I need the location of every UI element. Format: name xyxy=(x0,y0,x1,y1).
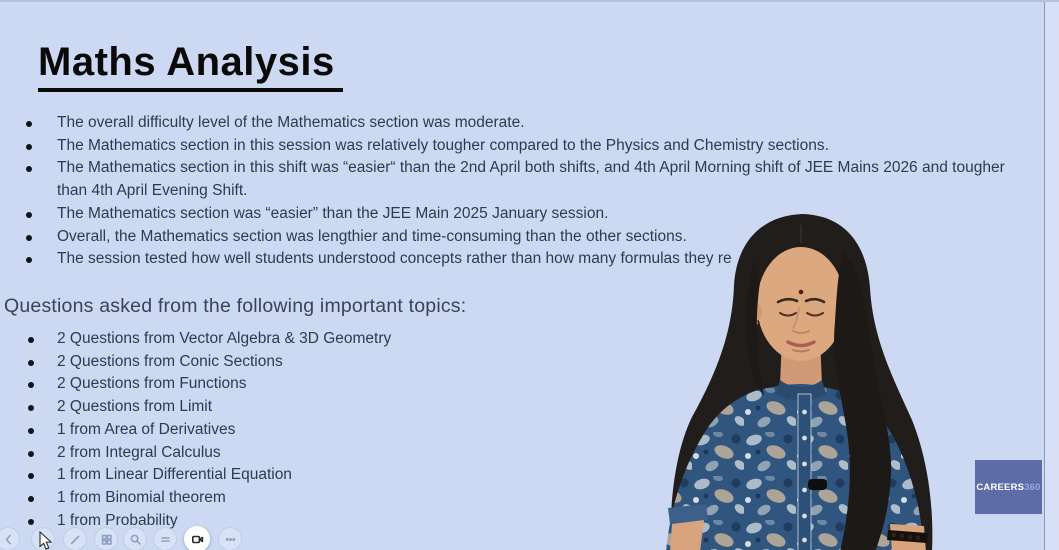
topics-heading: Questions asked from the following important topics: xyxy=(4,295,467,317)
chevron-left-icon xyxy=(2,533,15,546)
topic-item xyxy=(0,442,660,465)
bullet-dot xyxy=(26,212,32,218)
topic-text: 1 from Linear Differential Equation xyxy=(57,466,292,484)
toolbar-back-button[interactable] xyxy=(0,527,20,550)
grid-icon xyxy=(100,533,113,546)
topic-text: 2 Questions from Functions xyxy=(57,375,247,393)
bullet-text: The Mathematics section in this shift was “easier“ than the 2nd April both shifts, and 4th April Morning shift of JEE Mains 2026 and tougher than 4th April Evening Shift. xyxy=(57,159,1005,200)
bullet-text: The overall difficulty level of the Mathematics section was moderate. xyxy=(57,114,525,131)
topic-item xyxy=(0,328,660,351)
mouse-cursor xyxy=(38,531,54,550)
bullet-dot xyxy=(28,428,34,434)
slide-right-border xyxy=(1044,2,1045,550)
topic-item xyxy=(0,396,660,419)
topic-item xyxy=(0,419,660,442)
logo-brand-text: CAREERS xyxy=(976,481,1025,493)
toolbar-notes-button[interactable] xyxy=(153,527,177,550)
bullet-dot xyxy=(28,360,34,366)
topic-item xyxy=(0,351,660,374)
bullet-item xyxy=(0,157,1008,202)
bullet-text: The Mathematics section was “easier” than the JEE Main 2025 January session. xyxy=(57,204,609,222)
bullet-text: The Mathematics section in this session was relatively tougher compared to the Physics and Chemistry sections. xyxy=(57,136,829,154)
page-title: Maths Analysis xyxy=(38,40,343,92)
lines-icon xyxy=(159,533,172,546)
logo-brand-suffix: 360 xyxy=(1024,481,1041,493)
topic-item xyxy=(0,464,660,487)
toolbar-draw-button[interactable] xyxy=(63,527,87,550)
topic-text: 2 Questions from Limit xyxy=(57,398,213,416)
magnifier-icon xyxy=(129,533,142,546)
topic-text: 2 Questions from Conic Sections xyxy=(57,352,283,370)
right-margin-strip xyxy=(1045,2,1059,550)
toolbar-more-button[interactable] xyxy=(218,527,242,550)
video-camera-icon xyxy=(191,533,204,546)
toolbar-grid-button[interactable] xyxy=(94,527,118,550)
topic-item xyxy=(0,487,660,510)
bullet-dot xyxy=(26,144,32,150)
bullet-text: The session tested how well students understood concepts rather than how many formulas they re xyxy=(57,250,732,268)
bullet-dot xyxy=(28,337,34,343)
presenter-video xyxy=(640,212,950,550)
bullet-text: Overall, the Mathematics section was lengthier and time-consuming than the other sections. xyxy=(57,227,687,245)
topic-text: 1 from Area of Derivatives xyxy=(57,420,236,438)
bullet-dot xyxy=(28,496,34,502)
bullet-dot xyxy=(28,519,34,525)
bullet-dot xyxy=(28,473,34,479)
bullet-dot xyxy=(26,235,32,241)
topic-text: 1 from Binomial theorem xyxy=(57,488,226,506)
topics-bullet-list xyxy=(0,328,660,532)
topic-text: 1 from Probability xyxy=(57,511,178,529)
ellipsis-icon xyxy=(224,533,237,546)
bullet-dot xyxy=(28,405,34,411)
pencil-icon xyxy=(69,533,82,546)
bullet-dot xyxy=(28,382,34,388)
toolbar-zoom-button[interactable] xyxy=(123,527,147,550)
careers360-logo xyxy=(975,460,1042,514)
bullet-dot xyxy=(26,121,32,127)
bullet-dot xyxy=(28,451,34,457)
bullet-dot xyxy=(26,257,32,263)
topic-item xyxy=(0,373,660,396)
toolbar-camera-button[interactable] xyxy=(184,526,210,550)
bullet-dot xyxy=(26,166,32,172)
clip-mic-icon xyxy=(808,479,827,490)
bullet-item xyxy=(0,112,1008,135)
bullet-item xyxy=(0,135,1008,158)
topic-text: 2 Questions from Vector Algebra & 3D Geometry xyxy=(57,330,392,347)
topic-text: 2 from Integral Calculus xyxy=(57,443,221,461)
